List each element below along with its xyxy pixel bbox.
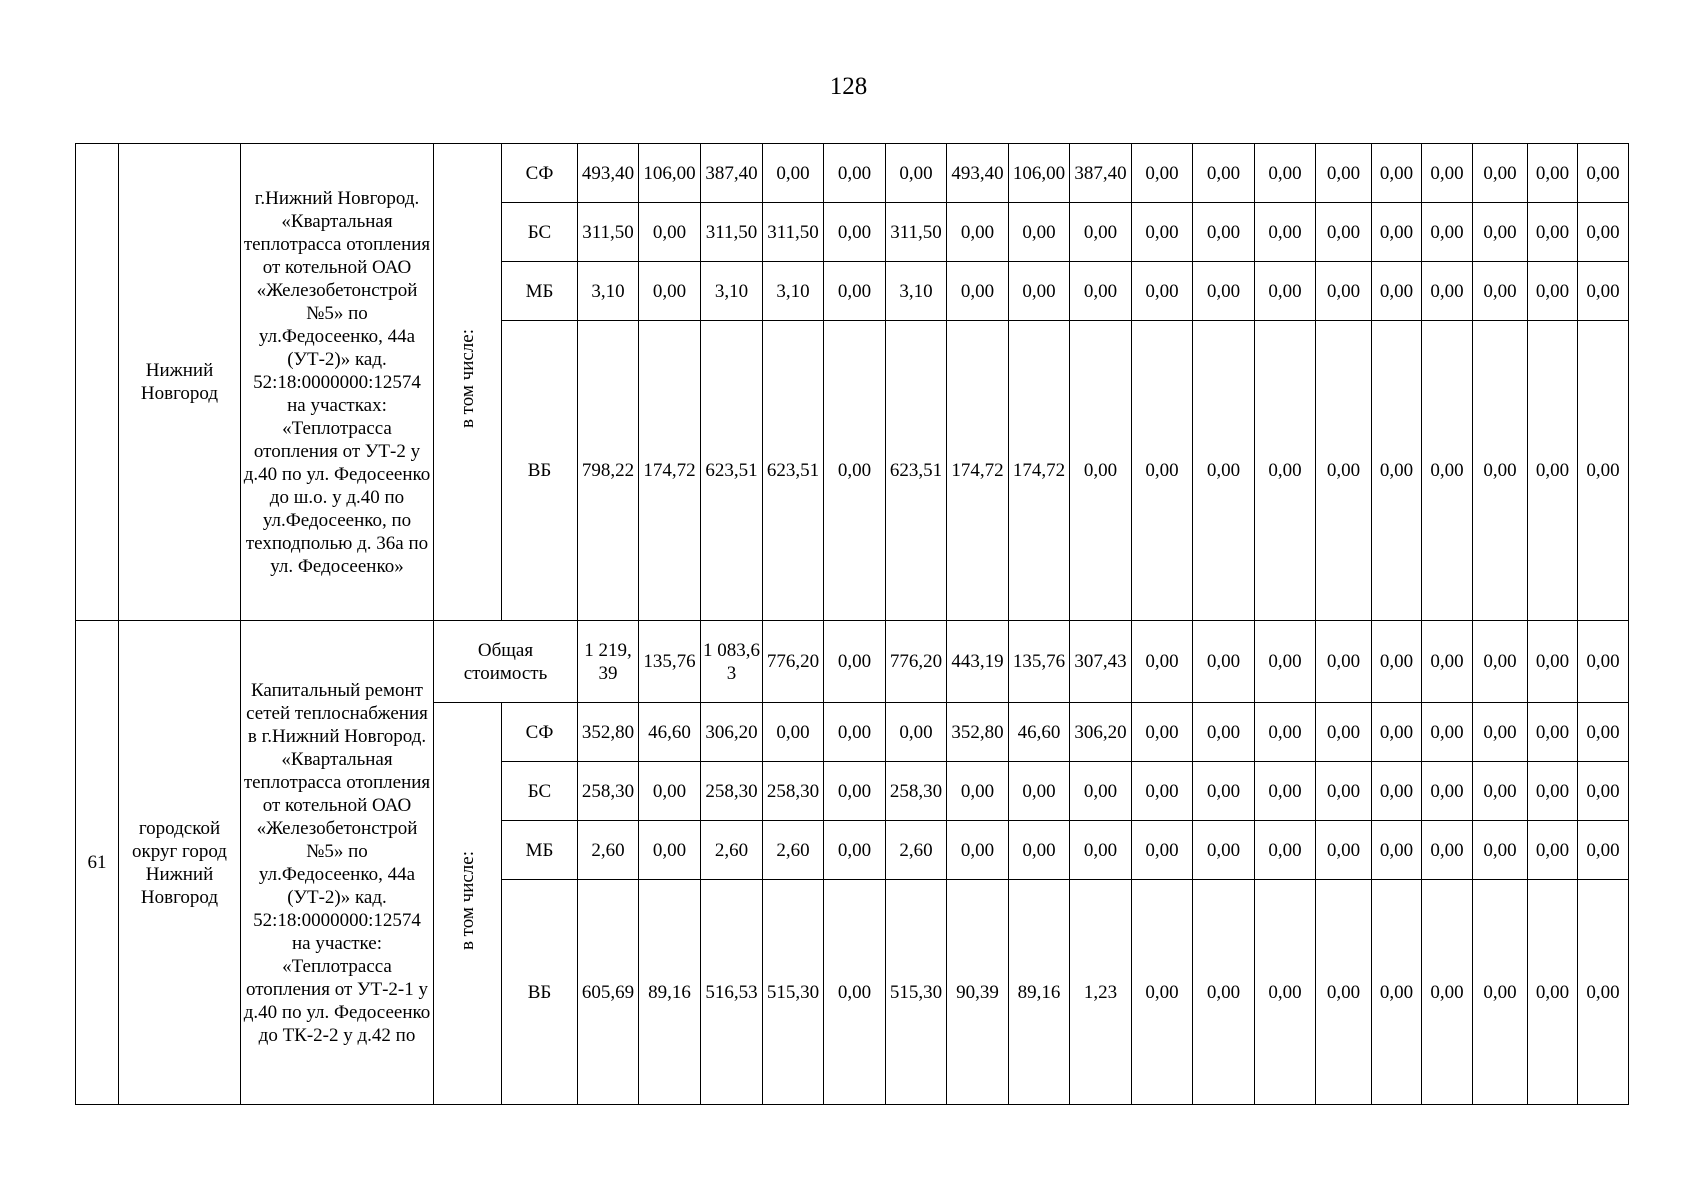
- value-cell: 0,00: [1578, 262, 1629, 321]
- table-row: [76, 621, 1629, 703]
- value-cell: 0,00: [824, 144, 886, 203]
- source-cell: МБ: [502, 262, 578, 321]
- value-cell: 352,80: [578, 703, 639, 762]
- value-cell: 311,50: [886, 203, 947, 262]
- value-cell: 3,10: [701, 262, 763, 321]
- value-cell: 46,60: [639, 703, 701, 762]
- value-cell: 0,00: [1528, 880, 1578, 1105]
- value-cell: 0,00: [886, 144, 947, 203]
- value-cell: 0,00: [763, 144, 824, 203]
- value-cell: 2,60: [886, 821, 947, 880]
- value-cell: 0,00: [1473, 203, 1528, 262]
- value-cell: 0,00: [1473, 821, 1528, 880]
- including-label-cell: [434, 703, 502, 1105]
- value-cell: 623,51: [763, 321, 824, 621]
- row-number-cell: [76, 144, 119, 621]
- value-cell: 0,00: [1132, 821, 1193, 880]
- value-cell: 0,00: [1193, 762, 1255, 821]
- value-cell: 0,00: [1132, 762, 1193, 821]
- value-cell: 3,10: [763, 262, 824, 321]
- value-cell: 0,00: [763, 703, 824, 762]
- value-cell: 46,60: [1009, 703, 1070, 762]
- value-cell: 0,00: [1255, 703, 1316, 762]
- value-cell: 0,00: [1372, 703, 1422, 762]
- value-cell: 0,00: [1422, 203, 1473, 262]
- value-cell: 89,16: [639, 880, 701, 1105]
- value-cell: 1 083,63: [701, 621, 763, 703]
- description-cell: Капитальный ремонт сетей теплоснабжения в г.Нижний Новгород. «Квартальная теплотрасса отопления от котельной ОАО «Железобетонстрой №5» по ул.Федосеенко, 44а (УТ-2)» кад. 52:18:0000000:12574 на участке: «Теплотрасса отопления от УТ-2-1 у д.40 по ул. Федосеенко до ТК-2-2 у д.42 по: [241, 621, 434, 1105]
- value-cell: 0,00: [824, 880, 886, 1105]
- value-cell: 0,00: [1009, 762, 1070, 821]
- value-cell: 623,51: [701, 321, 763, 621]
- value-cell: 0,00: [1422, 321, 1473, 621]
- value-cell: 258,30: [578, 762, 639, 821]
- value-cell: 0,00: [1132, 621, 1193, 703]
- value-cell: 0,00: [824, 703, 886, 762]
- value-cell: 0,00: [1578, 321, 1629, 621]
- value-cell: 0,00: [824, 821, 886, 880]
- value-cell: 258,30: [701, 762, 763, 821]
- value-cell: 0,00: [1255, 762, 1316, 821]
- value-cell: 0,00: [1528, 203, 1578, 262]
- value-cell: 0,00: [947, 762, 1009, 821]
- value-cell: 0,00: [1528, 621, 1578, 703]
- value-cell: 0,00: [1528, 144, 1578, 203]
- value-cell: 0,00: [1193, 703, 1255, 762]
- value-cell: 0,00: [947, 203, 1009, 262]
- value-cell: 0,00: [1193, 821, 1255, 880]
- value-cell: 0,00: [639, 762, 701, 821]
- value-cell: 2,60: [763, 821, 824, 880]
- value-cell: 135,76: [639, 621, 701, 703]
- value-cell: 0,00: [1473, 880, 1528, 1105]
- value-cell: 0,00: [1193, 621, 1255, 703]
- value-cell: 0,00: [1473, 321, 1528, 621]
- value-cell: 0,00: [1316, 621, 1372, 703]
- including-label: в том числе:: [457, 850, 478, 951]
- source-cell: ВБ: [502, 880, 578, 1105]
- value-cell: 0,00: [1372, 321, 1422, 621]
- value-cell: 0,00: [639, 203, 701, 262]
- value-cell: 307,43: [1070, 621, 1132, 703]
- value-cell: 515,30: [763, 880, 824, 1105]
- source-cell: СФ: [502, 703, 578, 762]
- value-cell: 776,20: [763, 621, 824, 703]
- value-cell: 0,00: [1578, 762, 1629, 821]
- value-cell: 0,00: [1193, 321, 1255, 621]
- value-cell: 0,00: [1132, 262, 1193, 321]
- value-cell: 0,00: [1372, 262, 1422, 321]
- value-cell: 0,00: [1193, 880, 1255, 1105]
- municipality-cell: Нижний Новгород: [119, 144, 241, 621]
- funding-table: [75, 143, 1629, 1105]
- value-cell: 0,00: [1132, 144, 1193, 203]
- value-cell: 0,00: [1473, 762, 1528, 821]
- value-cell: 0,00: [886, 703, 947, 762]
- value-cell: 106,00: [639, 144, 701, 203]
- value-cell: 0,00: [1578, 703, 1629, 762]
- source-cell: БС: [502, 203, 578, 262]
- value-cell: 3,10: [578, 262, 639, 321]
- value-cell: 0,00: [1070, 262, 1132, 321]
- source-cell: ВБ: [502, 321, 578, 621]
- value-cell: 0,00: [1009, 203, 1070, 262]
- value-cell: 0,00: [1070, 821, 1132, 880]
- municipality-cell: городской округ город Нижний Новгород: [119, 621, 241, 1105]
- value-cell: 0,00: [1316, 880, 1372, 1105]
- value-cell: 623,51: [886, 321, 947, 621]
- value-cell: 776,20: [886, 621, 947, 703]
- value-cell: 2,60: [701, 821, 763, 880]
- value-cell: 0,00: [1422, 262, 1473, 321]
- value-cell: 493,40: [578, 144, 639, 203]
- value-cell: 0,00: [1316, 321, 1372, 621]
- value-cell: 0,00: [1193, 203, 1255, 262]
- value-cell: 0,00: [1372, 203, 1422, 262]
- value-cell: 0,00: [1528, 821, 1578, 880]
- value-cell: 90,39: [947, 880, 1009, 1105]
- value-cell: 106,00: [1009, 144, 1070, 203]
- value-cell: 0,00: [1422, 621, 1473, 703]
- value-cell: 0,00: [1193, 262, 1255, 321]
- value-cell: 0,00: [639, 821, 701, 880]
- value-cell: 3,10: [886, 262, 947, 321]
- value-cell: 0,00: [1070, 321, 1132, 621]
- value-cell: 352,80: [947, 703, 1009, 762]
- value-cell: 0,00: [1578, 621, 1629, 703]
- source-cell: БС: [502, 762, 578, 821]
- value-cell: 311,50: [701, 203, 763, 262]
- value-cell: 174,72: [639, 321, 701, 621]
- value-cell: 0,00: [1422, 880, 1473, 1105]
- value-cell: 798,22: [578, 321, 639, 621]
- value-cell: 0,00: [1422, 762, 1473, 821]
- value-cell: 0,00: [639, 262, 701, 321]
- value-cell: 515,30: [886, 880, 947, 1105]
- value-cell: 0,00: [1372, 880, 1422, 1105]
- value-cell: 0,00: [1132, 880, 1193, 1105]
- value-cell: 0,00: [1372, 621, 1422, 703]
- value-cell: 0,00: [1578, 144, 1629, 203]
- value-cell: 493,40: [947, 144, 1009, 203]
- including-label-cell: [434, 144, 502, 621]
- value-cell: 135,76: [1009, 621, 1070, 703]
- source-cell: СФ: [502, 144, 578, 203]
- value-cell: 387,40: [701, 144, 763, 203]
- value-cell: 0,00: [1422, 703, 1473, 762]
- value-cell: 0,00: [1528, 703, 1578, 762]
- row-number-cell: 61: [76, 621, 119, 1105]
- value-cell: 516,53: [701, 880, 763, 1105]
- value-cell: 0,00: [1528, 262, 1578, 321]
- value-cell: 0,00: [1132, 203, 1193, 262]
- value-cell: 0,00: [824, 621, 886, 703]
- value-cell: 0,00: [824, 762, 886, 821]
- value-cell: 2,60: [578, 821, 639, 880]
- value-cell: 306,20: [701, 703, 763, 762]
- value-cell: 0,00: [1578, 821, 1629, 880]
- value-cell: 0,00: [1528, 762, 1578, 821]
- value-cell: 0,00: [1316, 703, 1372, 762]
- value-cell: 0,00: [1070, 762, 1132, 821]
- value-cell: 0,00: [1132, 321, 1193, 621]
- value-cell: 311,50: [763, 203, 824, 262]
- total-label-cell: Общая стоимость: [434, 621, 578, 703]
- value-cell: 258,30: [763, 762, 824, 821]
- value-cell: 1 219,39: [578, 621, 639, 703]
- value-cell: 306,20: [1070, 703, 1132, 762]
- value-cell: 0,00: [1255, 880, 1316, 1105]
- table-row: [76, 144, 1629, 203]
- value-cell: 0,00: [1009, 821, 1070, 880]
- value-cell: 0,00: [1473, 621, 1528, 703]
- value-cell: 443,19: [947, 621, 1009, 703]
- value-cell: 0,00: [1255, 321, 1316, 621]
- value-cell: 0,00: [1372, 144, 1422, 203]
- value-cell: 174,72: [947, 321, 1009, 621]
- value-cell: 0,00: [824, 321, 886, 621]
- value-cell: 1,23: [1070, 880, 1132, 1105]
- value-cell: 0,00: [1316, 144, 1372, 203]
- value-cell: 0,00: [1473, 703, 1528, 762]
- value-cell: 0,00: [824, 203, 886, 262]
- value-cell: 0,00: [1255, 203, 1316, 262]
- value-cell: 0,00: [1316, 821, 1372, 880]
- value-cell: 258,30: [886, 762, 947, 821]
- value-cell: 0,00: [1316, 762, 1372, 821]
- value-cell: 89,16: [1009, 880, 1070, 1105]
- value-cell: 0,00: [1255, 821, 1316, 880]
- value-cell: 0,00: [1316, 203, 1372, 262]
- value-cell: 0,00: [947, 821, 1009, 880]
- value-cell: 0,00: [1578, 880, 1629, 1105]
- including-label: в том числе:: [457, 329, 478, 429]
- value-cell: 0,00: [1255, 262, 1316, 321]
- value-cell: 0,00: [1255, 144, 1316, 203]
- value-cell: 0,00: [1372, 762, 1422, 821]
- value-cell: 0,00: [1316, 262, 1372, 321]
- value-cell: 0,00: [1473, 144, 1528, 203]
- value-cell: 605,69: [578, 880, 639, 1105]
- value-cell: 0,00: [1578, 203, 1629, 262]
- value-cell: 387,40: [1070, 144, 1132, 203]
- value-cell: 0,00: [1422, 144, 1473, 203]
- source-cell: МБ: [502, 821, 578, 880]
- description-cell: г.Нижний Новгород. «Квартальная теплотрасса отопления от котельной ОАО «Железобетонстрой №5» по ул.Федосеенко, 44а (УТ-2)» кад. 52:18:0000000:12574 на участках: «Теплотрасса отопления от УТ-2 у д.40 по ул. Федосеенко до ш.о. у д.40 по ул.Федосеенко, по техподполью д. 36а по ул. Федосеенко»: [241, 144, 434, 621]
- value-cell: 0,00: [1528, 321, 1578, 621]
- page-number: 128: [829, 73, 868, 100]
- value-cell: 311,50: [578, 203, 639, 262]
- value-cell: 0,00: [1132, 703, 1193, 762]
- value-cell: 0,00: [1372, 821, 1422, 880]
- value-cell: 0,00: [1070, 203, 1132, 262]
- value-cell: 0,00: [1255, 621, 1316, 703]
- value-cell: 174,72: [1009, 321, 1070, 621]
- value-cell: 0,00: [824, 262, 886, 321]
- value-cell: 0,00: [947, 262, 1009, 321]
- value-cell: 0,00: [1009, 262, 1070, 321]
- value-cell: 0,00: [1473, 262, 1528, 321]
- value-cell: 0,00: [1422, 821, 1473, 880]
- value-cell: 0,00: [1193, 144, 1255, 203]
